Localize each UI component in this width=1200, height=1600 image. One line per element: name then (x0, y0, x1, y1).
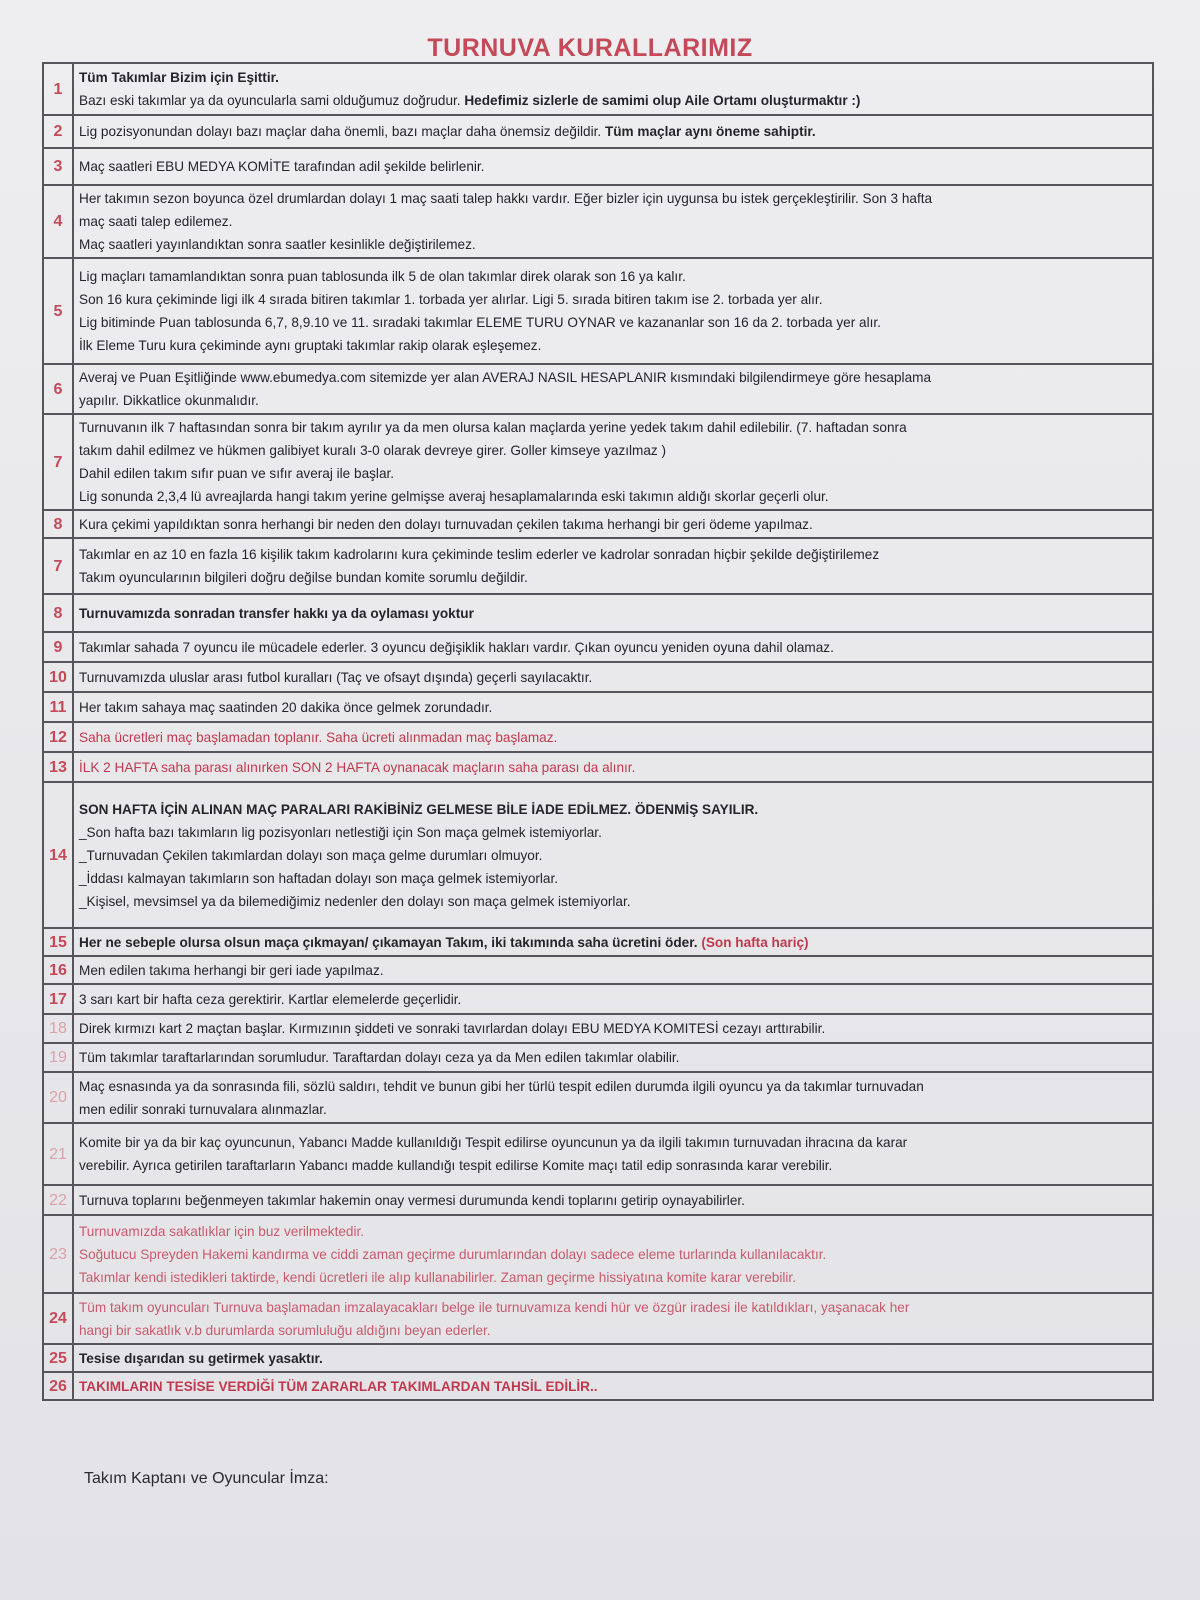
rule-line: _Son hafta bazı takımların lig pozisyonları netlestiği için Son maça gelmek istemiyorlar. (79, 824, 602, 840)
rule-line: İlk Eleme Turu kura çekiminde aynı gruptaki takımlar rakip olarak eşleşemez. (79, 338, 542, 353)
rule-line: Tüm Takımlar Bizim için Eşittir. (79, 70, 279, 85)
rule-line: Tüm takımlar taraftarlarından sorumludur. Taraftardan dolayı ceza ya da Men edilen takımlar olabilir. (79, 1050, 680, 1065)
rule-text (73, 63, 1153, 115)
rule-line: Maç esnasında ya da sonrasında fili, sözlü saldırı, tehdit ve bunun gibi her türlü tespit edilen durumda ilgili oyuncu ya da takımlar turnuvadan (79, 1078, 924, 1094)
rule-line: Her takımın sezon boyunca özel drumlardan dolayı 1 maç saati talep hakkı vardır. Eğer bizler için uygunsa bu istek gerçekleştirilir. Son 3 hafta (79, 191, 933, 206)
rule-row (43, 632, 1153, 662)
rule-line: Averaj ve Puan Eşitliğinde www.ebumedya.com sitemizde yer alan AVERAJ NASIL HESAPLANIR kısmındaki bilgilendirmeye göre hesaplama (79, 370, 932, 385)
rule-line: verebilir. Ayrıca getirilen taraftarların Yabancı madde kullandığı tespit edilirse Komite maçı tatil edip sonrasında karar verebilir. (79, 1158, 833, 1173)
rule-row (43, 1072, 1153, 1123)
rule-line: Saha ücretleri maç başlamadan toplanır. Saha ücreti alınmadan maç başlamaz. (79, 729, 558, 745)
rule-number: 18 (43, 1014, 73, 1043)
rule-text (73, 258, 1153, 364)
rule-row (43, 984, 1153, 1014)
rule-text (73, 510, 1153, 538)
rule-text (73, 722, 1153, 752)
rule-number: 8 (43, 510, 73, 538)
rule-line: SON HAFTA İÇİN ALINAN MAÇ PARALARI RAKİBİNİZ GELMESE BİLE İADE EDİLMEZ. ÖDENMİŞ SAYILIR. (79, 801, 759, 817)
rule-text (73, 1215, 1153, 1293)
rule-line: Turnuva toplarını beğenmeyen takımlar hakemin onay vermesi durumunda kendi toplarını getirip oynayabilirler. (79, 1192, 745, 1208)
rule-line: Maç saatleri yayınlandıktan sonra saatler kesinlikle değiştirilemez. (79, 237, 476, 252)
rule-text (73, 364, 1153, 414)
rule-number: 1 (43, 63, 73, 115)
rule-number: 23 (43, 1215, 73, 1293)
rule-number: 12 (43, 722, 73, 752)
rule-number: 7 (43, 538, 73, 594)
rule-line: _Turnuvadan Çekilen takımlardan dolayı son maça gelme durumları olmuyor. (79, 847, 543, 863)
rule-row (43, 148, 1153, 185)
rule-number: 26 (43, 1372, 73, 1400)
rule-line: Her ne sebeple olursa olsun maça çıkmayan/ çıkamayan Takım, iki takımında saha ücretini öder. (Son hafta hariç) (79, 934, 809, 950)
rule-line: Dahil edilen takım sıfır puan ve sıfır averaj ile başlar. (79, 466, 395, 481)
rule-row (43, 594, 1153, 632)
rule-number: 22 (43, 1185, 73, 1215)
rule-line: Maç saatleri EBU MEDYA KOMİTE tarafından adil şekilde belirlenir. (79, 159, 485, 174)
rule-row (43, 185, 1153, 258)
rule-row (43, 414, 1153, 510)
rule-text (73, 148, 1153, 185)
rule-line: Lig sonunda 2,3,4 lü avreajlarda hangi takım yerine gelmişse averaj hesaplamalarında eski takımın aldığı skorlar geçerli olur. (79, 489, 829, 504)
rule-text (73, 538, 1153, 594)
rule-line: Komite bir ya da bir kaç oyuncunun, Yabancı Madde kullanıldığı Tespit edilirse oyuncunun ya da ilgili takımın turnuvadan ihracına da karar (79, 1135, 908, 1150)
rule-text (73, 185, 1153, 258)
rule-number: 19 (43, 1043, 73, 1072)
rule-row (43, 662, 1153, 692)
rule-note: (Son hafta hariç) (701, 934, 809, 950)
rule-line: Lig pozisyonundan dolayı bazı maçlar daha önemli, bazı maçlar daha önemsiz değildir. Tüm maçlar aynı öneme sahiptir. (79, 124, 816, 139)
rule-line: Takımlar sahada 7 oyuncu ile mücadele ederler. 3 oyuncu değişiklik hakları vardır. Çıkan oyuncu yeniden oyuna dahil olamaz. (79, 639, 834, 655)
rule-line: Tüm takım oyuncuları Turnuva başlamadan imzalayacakları belge ile turnuvamıza kendi hür ve özgür iradesi ile katıldıkları, yaşanacak her (79, 1299, 910, 1315)
rule-row (43, 1123, 1153, 1185)
rule-text (73, 632, 1153, 662)
rule-number: 4 (43, 185, 73, 258)
rule-number: 9 (43, 632, 73, 662)
rule-line: Lig bitiminde Puan tablosunda 6,7, 8,9.10 ve 11. sıradaki takımlar ELEME TURU OYNAR ve kazananlar son 16 da 2. torbada yer alır. (79, 315, 881, 330)
rule-number: 17 (43, 984, 73, 1014)
rule-row (43, 63, 1153, 115)
rule-number: 15 (43, 928, 73, 956)
rule-line: Turnuvanın ilk 7 haftasından sonra bir takım ayrılır ya da men olursa kalan maçlarda yerine yedek takım dahil edilebilir. (7. haftadan sonra (79, 420, 907, 435)
rule-line: hangi bir sakatlık v.b durumlarda sorumluluğu aldığını beyan ederler. (79, 1322, 491, 1338)
rule-text (73, 594, 1153, 632)
rule-text (73, 782, 1153, 928)
rule-text (73, 692, 1153, 722)
rule-number: 11 (43, 692, 73, 722)
rule-line: men edilir sonraki turnuvalara alınmazlar. (79, 1101, 327, 1117)
rule-line: Turnuvamızda sonradan transfer hakkı ya da oylaması yoktur (79, 605, 474, 621)
rule-line: Turnuvamızda uluslar arası futbol kuralları (Taç ve ofsayt dışında) geçerli sayılacaktır. (79, 669, 593, 685)
rule-text (73, 928, 1153, 956)
rule-number: 2 (43, 115, 73, 148)
rule-text (73, 956, 1153, 984)
signature-label: Takım Kaptanı ve Oyuncular İmza: (84, 1470, 329, 1487)
rule-text (73, 984, 1153, 1014)
rule-number: 25 (43, 1344, 73, 1372)
rule-number: 6 (43, 364, 73, 414)
rule-line: Son 16 kura çekiminde ligi ilk 4 sırada bitiren takımlar 1. torbada yer alırlar. Ligi 5. sırada bitiren takım ise 2. torbada yer alır. (79, 292, 823, 307)
rule-text (73, 1344, 1153, 1372)
rule-text (73, 1372, 1153, 1400)
rule-number: 13 (43, 752, 73, 782)
rule-text (73, 1014, 1153, 1043)
rule-text (73, 1123, 1153, 1185)
rule-row (43, 538, 1153, 594)
rule-line: Soğutucu Spreyden Hakemi kandırma ve ciddi zaman geçirme durumlarından dolayı sadece eleme turlarında kullanılacaktır. (79, 1246, 827, 1262)
rule-row (43, 364, 1153, 414)
rule-row (43, 1372, 1153, 1400)
rule-number: 3 (43, 148, 73, 185)
rule-line: _İddası kalmayan takımların son haftadan dolayı son maça gelmek istemiyorlar. (79, 870, 559, 886)
document-title: TURNUVA KURALLARIMIZ (427, 34, 753, 62)
rule-number: 14 (43, 782, 73, 928)
rule-row (43, 1043, 1153, 1072)
rule-row (43, 1215, 1153, 1293)
rule-row (43, 1185, 1153, 1215)
rule-row (43, 752, 1153, 782)
rule-row (43, 782, 1153, 928)
rule-text (73, 1185, 1153, 1215)
rule-row (43, 1293, 1153, 1344)
rule-number: 7 (43, 414, 73, 510)
rule-row (43, 956, 1153, 984)
rule-row (43, 510, 1153, 538)
rule-line: Takımlar en az 10 en fazla 16 kişilik takım kadrolarını kura çekiminde teslim ederler ve kadrolar sonradan hiçbir şekilde değiştirilemez (79, 547, 880, 562)
rule-row (43, 258, 1153, 364)
rule-number: 5 (43, 258, 73, 364)
rule-text (73, 1072, 1153, 1123)
rule-line: yapılır. Dikkatlice okunmalıdır. (79, 393, 259, 408)
rule-line: 3 sarı kart bir hafta ceza gerektirir. Kartlar elemelerde geçerlidir. (79, 991, 462, 1007)
rule-line: maç saati talep edilemez. (79, 214, 233, 229)
rule-line: Her takım sahaya maç saatinden 20 dakika önce gelmek zorundadır. (79, 699, 493, 715)
rule-line: Takım oyuncularının bilgileri doğru değilse bundan komite sorumlu değildir. (79, 570, 528, 585)
rules-table (42, 62, 1154, 1401)
rule-line: İLK 2 HAFTA saha parası alınırken SON 2 HAFTA oynanacak maçların saha parası da alınır. (79, 759, 636, 775)
rule-number: 20 (43, 1072, 73, 1123)
rule-number: 24 (43, 1293, 73, 1344)
rule-line: TAKIMLARIN TESİSE VERDİĞİ TÜM ZARARLAR TAKIMLARDAN TAHSİL EDİLİR.. (79, 1378, 598, 1394)
rule-line: Kura çekimi yapıldıktan sonra herhangi bir neden den dolayı turnuvadan çekilen takıma herhangi bir geri ödeme yapılmaz. (79, 516, 813, 532)
rule-line: Direk kırmızı kart 2 maçtan başlar. Kırmızının şiddeti ve sonraki tavırlardan dolayı EBU MEDYA KOMITESİ cezayı arttırabilir. (79, 1021, 826, 1036)
rule-text (73, 115, 1153, 148)
rule-number: 10 (43, 662, 73, 692)
rule-row (43, 928, 1153, 956)
rule-number: 21 (43, 1123, 73, 1185)
rule-text (73, 414, 1153, 510)
rule-line: _Kişisel, mevsimsel ya da bilemediğimiz nedenler den dolayı son maça gelmek istemiyorlar. (79, 893, 631, 909)
rule-text (73, 1293, 1153, 1344)
rule-line: Takımlar kendi istedikleri taktirde, kendi ücretleri ile alıp kullanabilirler. Zaman geçirme hissiyatına komite karar verebilir. (79, 1269, 796, 1285)
rule-line: takım dahil edilmez ve hükmen galibiyet kuralı 3-0 olarak devreye girer. Goller kimseye yazılmaz ) (79, 443, 667, 458)
rule-row (43, 1344, 1153, 1372)
rule-text (73, 662, 1153, 692)
rule-row (43, 115, 1153, 148)
rule-row (43, 722, 1153, 752)
rule-line: Turnuvamızda sakatlıklar için buz verilmektedir. (79, 1223, 365, 1239)
rule-line: Lig maçları tamamlandıktan sonra puan tablosunda ilk 5 de olan takımlar direk olarak son 16 ya kalır. (79, 269, 686, 284)
rule-number: 8 (43, 594, 73, 632)
rule-line: Tesise dışarıdan su getirmek yasaktır. (79, 1350, 323, 1366)
rule-line: Men edilen takıma herhangi bir geri iade yapılmaz. (79, 962, 384, 978)
rule-row (43, 1014, 1153, 1043)
rule-row (43, 692, 1153, 722)
rule-number: 16 (43, 956, 73, 984)
rule-text (73, 1043, 1153, 1072)
rule-line: Bazı eski takımlar ya da oyuncularla sami olduğumuz doğrudur. Hedefimiz sizlerle de samimi olup Aile Ortamı oluşturmaktır :) (79, 93, 861, 108)
rule-text (73, 752, 1153, 782)
